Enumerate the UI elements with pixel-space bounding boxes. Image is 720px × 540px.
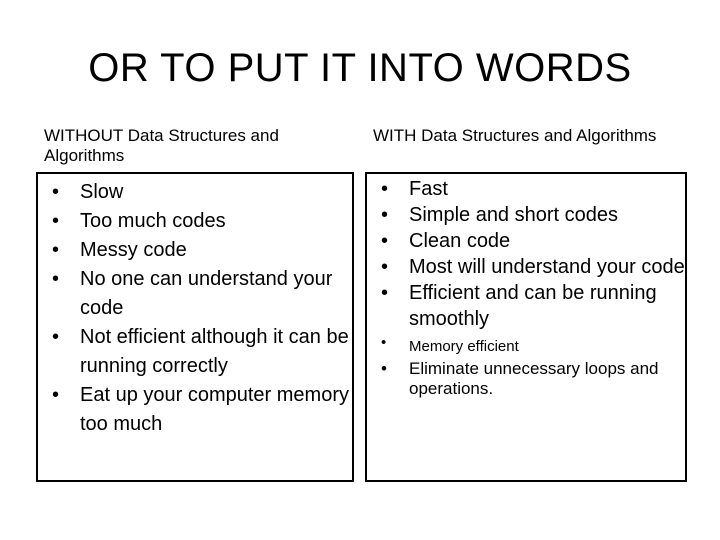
list-item-text: Too much codes	[80, 210, 226, 232]
list-item	[375, 359, 685, 399]
list-item-text: Clean code	[409, 230, 511, 252]
list-item	[46, 265, 352, 323]
list-item-text: Eat up your computer memory too much	[80, 384, 349, 435]
list-item	[46, 178, 352, 207]
list-item-text: Efficient and can be running smoothly	[409, 282, 657, 330]
list-item	[46, 323, 352, 381]
right-bullet-list	[375, 176, 685, 399]
list-item	[375, 254, 685, 280]
list-item	[46, 236, 352, 265]
list-item-text: Simple and short codes	[409, 204, 619, 226]
list-item	[375, 202, 685, 228]
right-column-heading: WITH Data Structures and Algorithms	[373, 126, 657, 145]
bullet-icon: •	[52, 268, 60, 290]
bullet-icon: •	[381, 334, 387, 351]
list-item-text: Not efficient although it can be running correctly	[80, 326, 349, 377]
bullet-icon: •	[52, 326, 60, 348]
bullet-icon: •	[52, 210, 60, 232]
list-item-text: Slow	[80, 181, 124, 203]
bullet-icon: •	[381, 178, 389, 200]
list-item-text: No one can understand your code	[80, 268, 333, 319]
bullet-icon: •	[381, 359, 387, 378]
slide-title: OR TO PUT IT INTO WORDS	[88, 46, 632, 90]
right-box	[365, 172, 687, 482]
bullet-icon: •	[381, 282, 389, 304]
list-item	[375, 176, 685, 202]
bullet-icon: •	[52, 181, 60, 203]
bullet-icon: •	[381, 204, 389, 226]
left-bullet-list	[46, 178, 352, 439]
list-item	[375, 280, 685, 332]
left-column-heading: WITHOUT Data Structures and Algorithms	[44, 126, 279, 165]
bullet-icon: •	[381, 256, 389, 278]
list-item	[375, 228, 685, 254]
list-item-text: Messy code	[80, 239, 187, 261]
bullet-icon: •	[381, 230, 389, 252]
list-item-text: Eliminate unnecessary loops and operations.	[409, 359, 659, 398]
list-item-text: Fast	[409, 178, 448, 200]
list-item	[375, 332, 685, 358]
list-item	[46, 381, 352, 439]
list-item-text: Memory efficient	[409, 338, 519, 355]
list-item-text: Most will understand your code	[409, 256, 685, 278]
bullet-icon: •	[52, 384, 60, 406]
bullet-icon: •	[52, 239, 60, 261]
left-box	[36, 172, 354, 482]
list-item	[46, 207, 352, 236]
